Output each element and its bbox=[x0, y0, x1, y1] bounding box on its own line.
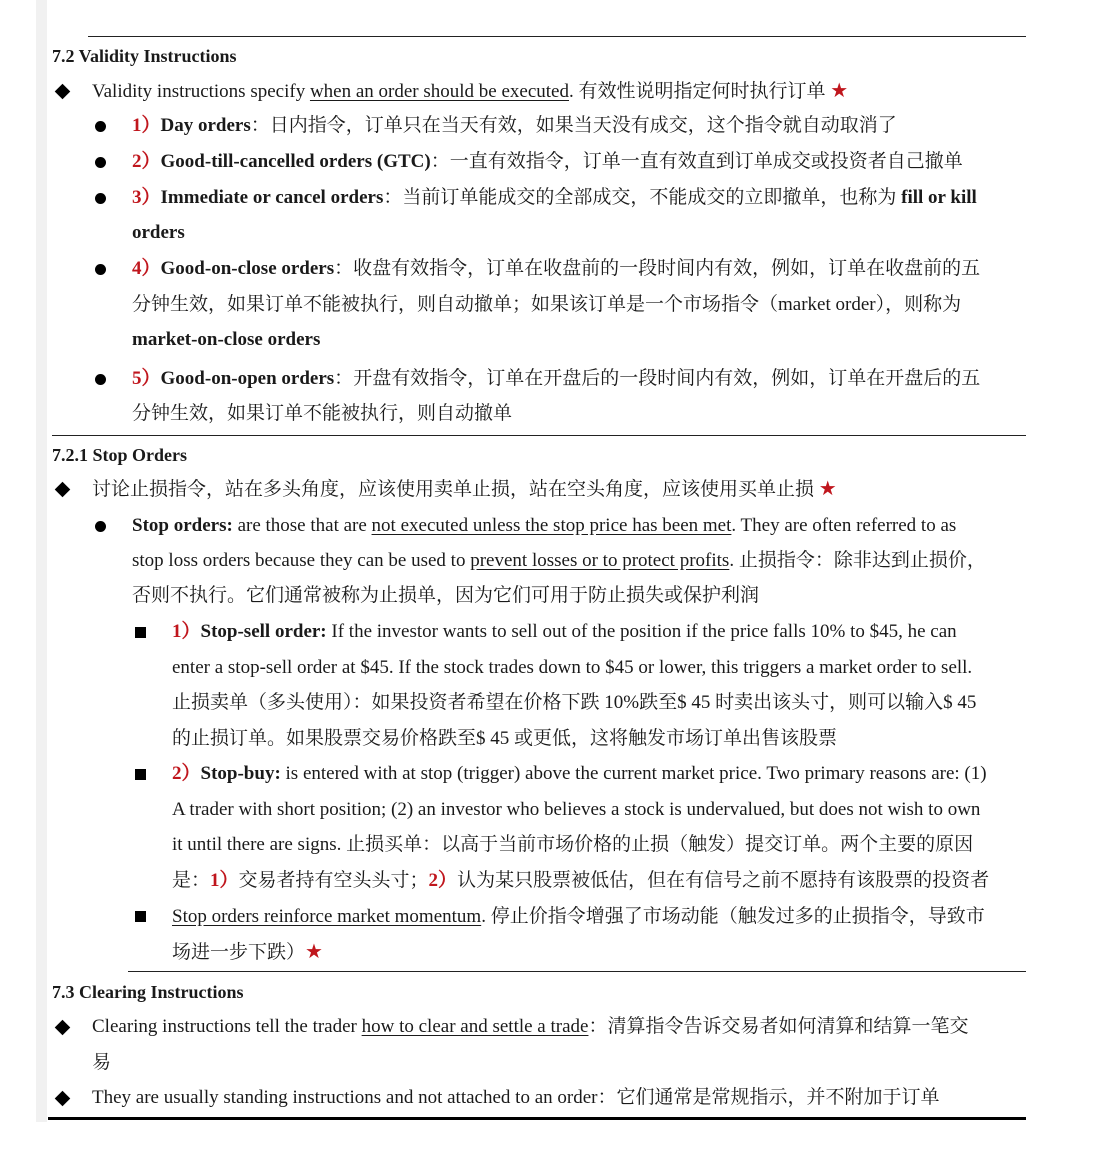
momentum-note-line2: 场进一步下跌）★ bbox=[172, 941, 323, 963]
diamond-bullet-icon bbox=[55, 84, 71, 100]
stop-orders-def-line3: 否则不执行。它们通常被称为止损单，因为它们可用于防止损失或保护利润 bbox=[132, 585, 760, 606]
star-icon: ★ bbox=[305, 941, 323, 963]
stop-orders-def: Stop orders: are those that are not executed unless the stop price has been met. They are often referred to as bbox=[132, 515, 957, 536]
clearing-bullet-2: They are usually standing instructions and not attached to an order：它们通常是常规指示，并不附加于订单 bbox=[92, 1087, 940, 1108]
circle-bullet-icon bbox=[95, 374, 106, 385]
stop-sell-line2: enter a stop-sell order at $45. If the stock trades down to $45 or lower, this triggers a market order to sell. bbox=[172, 657, 973, 678]
momentum-note: Stop orders reinforce market momentum. 停止价指令增强了市场动能（触发过多的止损指令，导致市 bbox=[172, 906, 985, 927]
clearing-bullet-1: Clearing instructions tell the trader how to clear and settle a trade：清算指令告诉交易者如何清算和结算一笔交 bbox=[92, 1016, 969, 1037]
item-goc-orders: 4）Good-on-close orders：收盘有效指令，订单在收盘前的一段时间内有效，例如，订单在收盘前的五 bbox=[132, 258, 981, 279]
stop-buy-line3: it until there are signs. 止损买单：以高于当前市场价格的止损（触发）提交订单。两个主要的原因 bbox=[172, 834, 974, 855]
item-goo-orders: 5）Good-on-open orders：开盘有效指令，订单在开盘后的一段时间内有效，例如，订单在开盘后的五 bbox=[132, 368, 981, 389]
diamond-bullet-icon bbox=[55, 1020, 71, 1036]
page-margin-bar bbox=[36, 0, 47, 1122]
square-bullet-icon bbox=[135, 769, 146, 780]
section-rule bbox=[88, 36, 1026, 37]
page-bottom-rule bbox=[48, 1117, 1026, 1120]
section-heading-7-3: 7.3 Clearing Instructions bbox=[52, 982, 244, 1002]
diamond-bullet-icon bbox=[55, 482, 71, 498]
square-bullet-icon bbox=[135, 627, 146, 638]
diamond-bullet-icon bbox=[55, 1091, 71, 1107]
stop-buy-order: 2）Stop-buy: is entered with at stop (trigger) above the current market price. Two primary reasons are: (1) bbox=[172, 763, 987, 784]
circle-bullet-icon bbox=[95, 521, 106, 532]
circle-bullet-icon bbox=[95, 264, 106, 275]
stop-orders-intro: 讨论止损指令，站在多头角度，应该使用卖单止损，站在空头角度，应该使用买单止损 ★ bbox=[92, 478, 837, 500]
star-icon: ★ bbox=[830, 80, 849, 102]
stop-buy-line2: A trader with short position; (2) an investor who believes a stock is undervalued, but does not wish to own bbox=[172, 799, 981, 820]
star-icon: ★ bbox=[818, 478, 837, 500]
item-ioc-orders-line2: orders bbox=[132, 222, 185, 243]
section-heading-7-2-1: 7.2.1 Stop Orders bbox=[52, 445, 187, 465]
square-bullet-icon bbox=[135, 911, 146, 922]
item-ioc-orders: 3）Immediate or cancel orders：当前订单能成交的全部成交，不能成交的立即撤单，也称为 fill or kill bbox=[132, 187, 977, 208]
circle-bullet-icon bbox=[95, 121, 106, 132]
stop-orders-def-line2: stop loss orders because they can be used to prevent losses or to protect profits. 止损指令：除非达到止损价， bbox=[132, 550, 986, 571]
section-rule bbox=[52, 435, 1026, 436]
stop-sell-line4: 的止损订单。如果股票交易价格跌至$ 45 或更低，这将触发市场订单出售该股票 bbox=[172, 728, 838, 749]
item-goc-orders-line2: 分钟生效，如果订单不能被执行，则自动撤单；如果该订单是一个市场指令（market order），则称为 bbox=[132, 294, 962, 315]
stop-sell-line3: 止损卖单（多头使用）：如果投资者希望在价格下跌 10%跌至$ 45 时卖出该头寸，则可以输入$ 45 bbox=[172, 692, 977, 713]
item-goo-orders-line2: 分钟生效，如果订单不能被执行，则自动撤单 bbox=[132, 403, 513, 424]
validity-intro: Validity instructions specify when an order should be executed. 有效性说明指定何时执行订单 ★ bbox=[92, 80, 849, 102]
section-rule bbox=[128, 971, 1026, 972]
circle-bullet-icon bbox=[95, 157, 106, 168]
stop-buy-line4: 是：1）交易者持有空头头寸；2）认为某只股票被低估，但在有信号之前不愿持有该股票的投资者 bbox=[172, 870, 990, 891]
item-gtc-orders: 2）Good-till-cancelled orders (GTC)：一直有效指令，订单一直有效直到订单成交或投资者自己撤单 bbox=[132, 151, 963, 172]
stop-sell-order: 1）Stop-sell order: If the investor wants to sell out of the position if the price falls 10% to $45, he can bbox=[172, 621, 957, 642]
item-goc-orders-line3: market-on-close orders bbox=[132, 329, 321, 350]
circle-bullet-icon bbox=[95, 193, 106, 204]
section-heading-7-2: 7.2 Validity Instructions bbox=[52, 46, 237, 66]
item-day-orders: 1）Day orders：日内指令，订单只在当天有效，如果当天没有成交，这个指令就自动取消了 bbox=[132, 115, 897, 136]
clearing-bullet-1-line2: 易 bbox=[92, 1052, 112, 1073]
